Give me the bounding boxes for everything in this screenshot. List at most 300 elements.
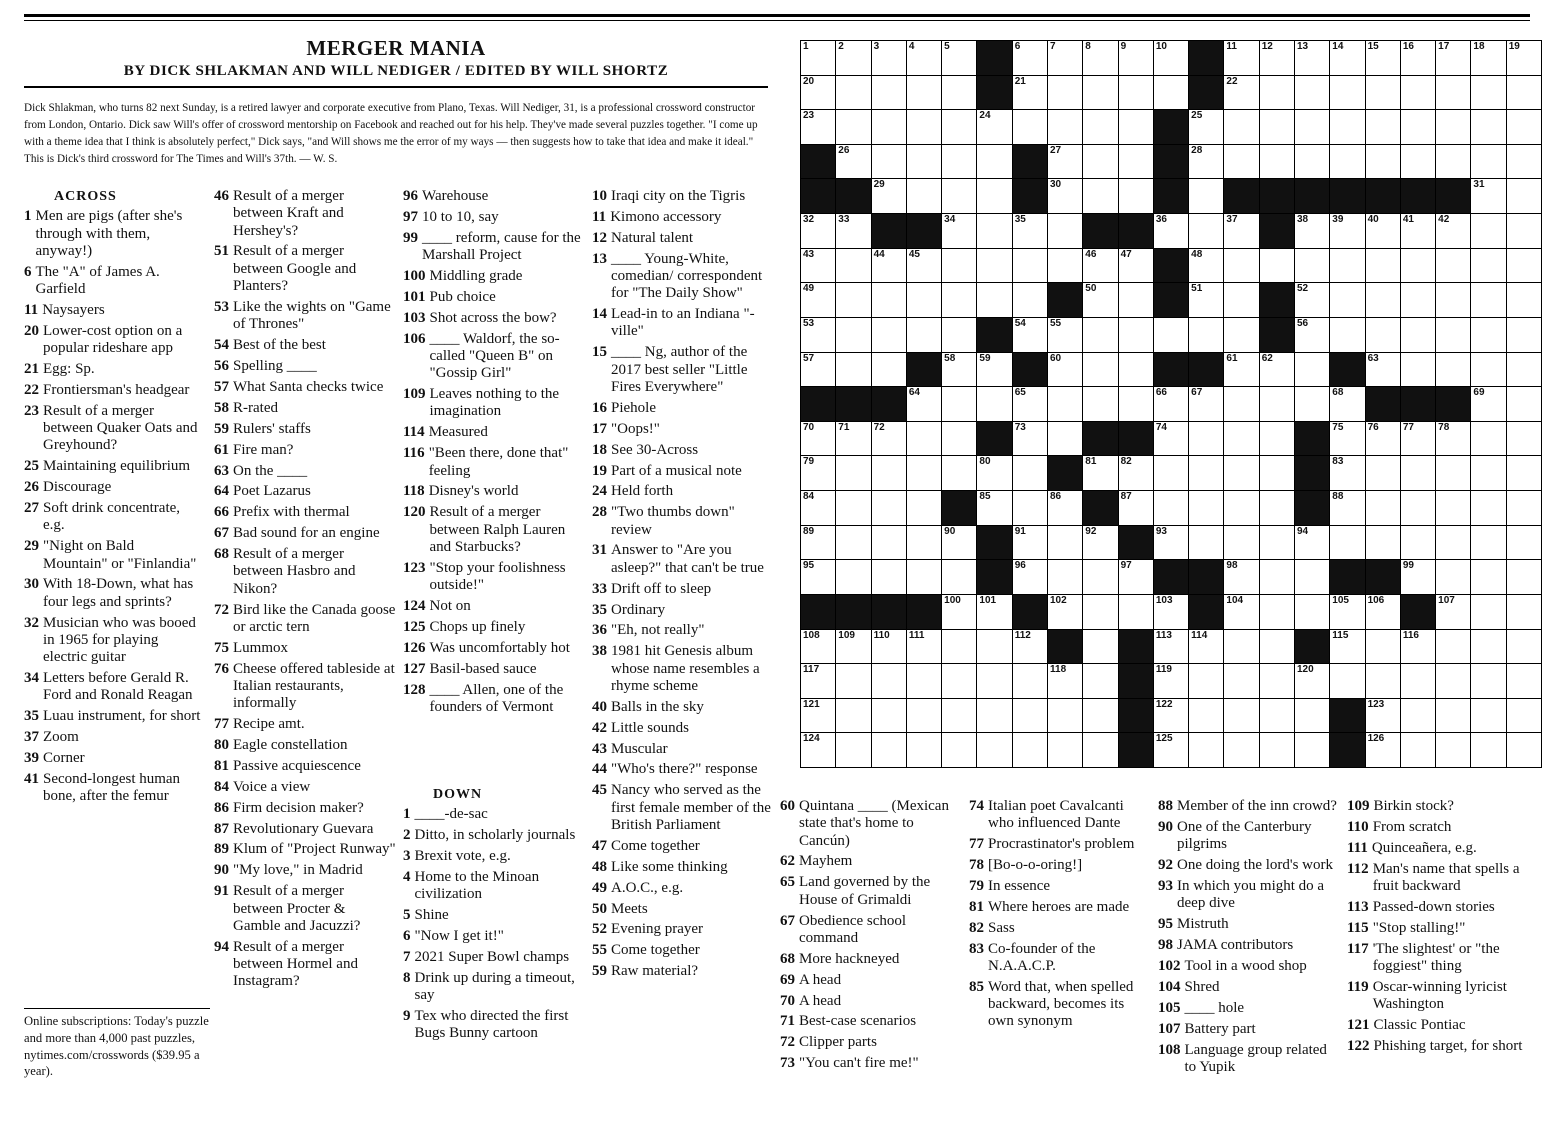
grid-cell[interactable] [1365,282,1401,318]
grid-cell[interactable] [1259,109,1295,145]
grid-cell[interactable] [800,282,836,318]
grid-cell[interactable] [871,75,907,111]
grid-cell[interactable] [1153,732,1189,768]
grid-cell[interactable] [1223,455,1259,491]
grid-cell[interactable] [871,421,907,457]
grid-cell[interactable] [1294,109,1330,145]
grid-cell[interactable] [1435,213,1471,249]
grid-cell[interactable] [1365,732,1401,768]
grid-cell[interactable] [1470,698,1506,734]
grid-cell[interactable] [800,75,836,111]
grid-cell[interactable] [1047,40,1083,76]
grid-cell[interactable] [976,698,1012,734]
grid-cell[interactable] [906,178,942,214]
grid-cell[interactable] [1188,663,1224,699]
grid-cell[interactable] [1223,629,1259,665]
grid-cell[interactable] [1223,40,1259,76]
grid-cell[interactable] [800,352,836,388]
grid-cell[interactable] [871,352,907,388]
grid-cell[interactable] [1329,248,1365,284]
grid-cell[interactable] [871,178,907,214]
grid-cell[interactable] [1118,75,1154,111]
grid-cell[interactable] [835,421,871,457]
grid-cell[interactable] [1012,282,1048,318]
grid-cell[interactable] [1259,421,1295,457]
grid-cell[interactable] [1435,109,1471,145]
grid-cell[interactable] [1470,40,1506,76]
grid-cell[interactable] [1329,282,1365,318]
grid-cell[interactable] [1294,386,1330,422]
grid-cell[interactable] [976,248,1012,284]
grid-cell[interactable] [1259,75,1295,111]
grid-cell[interactable] [976,629,1012,665]
grid-cell[interactable] [1188,629,1224,665]
grid-cell[interactable] [1047,559,1083,595]
grid-cell[interactable] [1365,594,1401,630]
grid-cell[interactable] [871,629,907,665]
grid-cell[interactable] [1400,109,1436,145]
grid-cell[interactable] [1223,386,1259,422]
grid-cell[interactable] [1365,144,1401,180]
grid-cell[interactable] [1188,317,1224,353]
grid-cell[interactable] [1400,732,1436,768]
grid-cell[interactable] [835,213,871,249]
grid-cell[interactable] [1118,178,1154,214]
grid-cell[interactable] [906,559,942,595]
grid-cell[interactable] [1470,109,1506,145]
grid-cell[interactable] [1294,40,1330,76]
grid-cell[interactable] [1506,490,1542,526]
grid-cell[interactable] [1188,421,1224,457]
grid-cell[interactable] [1047,386,1083,422]
grid-cell[interactable] [1047,525,1083,561]
grid-cell[interactable] [1188,732,1224,768]
grid-cell[interactable] [976,213,1012,249]
grid-cell[interactable] [976,386,1012,422]
grid-cell[interactable] [1259,698,1295,734]
grid-cell[interactable] [1259,525,1295,561]
grid-cell[interactable] [1470,282,1506,318]
grid-cell[interactable] [1294,525,1330,561]
grid-cell[interactable] [800,698,836,734]
grid-cell[interactable] [976,144,1012,180]
grid-cell[interactable] [1047,178,1083,214]
grid-cell[interactable] [941,75,977,111]
grid-cell[interactable] [1506,282,1542,318]
grid-cell[interactable] [1470,75,1506,111]
grid-cell[interactable] [1470,178,1506,214]
grid-cell[interactable] [941,455,977,491]
grid-cell[interactable] [800,317,836,353]
grid-cell[interactable] [941,629,977,665]
grid-cell[interactable] [1400,75,1436,111]
grid-cell[interactable] [800,732,836,768]
grid-cell[interactable] [1470,213,1506,249]
grid-cell[interactable] [1153,386,1189,422]
grid-cell[interactable] [1294,282,1330,318]
grid-cell[interactable] [1470,525,1506,561]
grid-cell[interactable] [1435,698,1471,734]
grid-cell[interactable] [1470,559,1506,595]
grid-cell[interactable] [871,663,907,699]
grid-cell[interactable] [1118,282,1154,318]
grid-cell[interactable] [1365,663,1401,699]
grid-cell[interactable] [1329,317,1365,353]
grid-cell[interactable] [1400,490,1436,526]
grid-cell[interactable] [1223,525,1259,561]
grid-cell[interactable] [1082,525,1118,561]
grid-cell[interactable] [1506,386,1542,422]
grid-cell[interactable] [1082,109,1118,145]
grid-cell[interactable] [906,421,942,457]
grid-cell[interactable] [1470,732,1506,768]
grid-cell[interactable] [1506,40,1542,76]
grid-cell[interactable] [835,732,871,768]
grid-cell[interactable] [1294,663,1330,699]
grid-cell[interactable] [1047,75,1083,111]
grid-cell[interactable] [1012,629,1048,665]
grid-cell[interactable] [1365,525,1401,561]
grid-cell[interactable] [1012,525,1048,561]
grid-cell[interactable] [1223,490,1259,526]
grid-cell[interactable] [835,525,871,561]
grid-cell[interactable] [976,178,1012,214]
grid-cell[interactable] [1223,75,1259,111]
grid-cell[interactable] [1188,386,1224,422]
grid-cell[interactable] [1012,663,1048,699]
grid-cell[interactable] [1435,490,1471,526]
grid-cell[interactable] [1470,386,1506,422]
grid-cell[interactable] [1506,352,1542,388]
grid-cell[interactable] [1012,421,1048,457]
grid-cell[interactable] [1153,75,1189,111]
grid-cell[interactable] [1223,109,1259,145]
grid-cell[interactable] [1012,213,1048,249]
grid-cell[interactable] [1506,629,1542,665]
grid-cell[interactable] [1506,248,1542,284]
grid-cell[interactable] [871,40,907,76]
grid-cell[interactable] [906,525,942,561]
grid-cell[interactable] [1435,732,1471,768]
grid-cell[interactable] [1012,386,1048,422]
grid-cell[interactable] [1329,109,1365,145]
grid-cell[interactable] [1329,629,1365,665]
grid-cell[interactable] [1506,525,1542,561]
grid-cell[interactable] [1188,282,1224,318]
grid-cell[interactable] [941,40,977,76]
grid-cell[interactable] [1153,317,1189,353]
grid-cell[interactable] [906,144,942,180]
grid-cell[interactable] [1153,594,1189,630]
grid-cell[interactable] [835,455,871,491]
grid-cell[interactable] [1259,559,1295,595]
grid-cell[interactable] [1082,559,1118,595]
grid-cell[interactable] [941,213,977,249]
grid-cell[interactable] [1012,248,1048,284]
grid-cell[interactable] [1082,663,1118,699]
grid-cell[interactable] [1118,40,1154,76]
grid-cell[interactable] [1259,455,1295,491]
grid-cell[interactable] [1470,490,1506,526]
grid-cell[interactable] [871,282,907,318]
grid-cell[interactable] [871,732,907,768]
grid-cell[interactable] [1365,248,1401,284]
grid-cell[interactable] [835,144,871,180]
grid-cell[interactable] [1012,40,1048,76]
grid-cell[interactable] [1082,144,1118,180]
grid-cell[interactable] [1153,490,1189,526]
grid-cell[interactable] [1153,40,1189,76]
grid-cell[interactable] [1118,248,1154,284]
grid-cell[interactable] [1400,282,1436,318]
grid-cell[interactable] [1188,144,1224,180]
grid-cell[interactable] [1118,490,1154,526]
grid-cell[interactable] [1435,144,1471,180]
grid-cell[interactable] [1400,352,1436,388]
grid-cell[interactable] [1047,317,1083,353]
grid-cell[interactable] [835,317,871,353]
grid-cell[interactable] [976,732,1012,768]
grid-cell[interactable] [1400,698,1436,734]
grid-cell[interactable] [1400,629,1436,665]
grid-cell[interactable] [1470,144,1506,180]
grid-cell[interactable] [1294,144,1330,180]
grid-cell[interactable] [1153,629,1189,665]
grid-cell[interactable] [1435,629,1471,665]
grid-cell[interactable] [1082,75,1118,111]
grid-cell[interactable] [835,282,871,318]
grid-cell[interactable] [1294,317,1330,353]
grid-cell[interactable] [1047,144,1083,180]
grid-cell[interactable] [1188,455,1224,491]
grid-cell[interactable] [835,352,871,388]
grid-cell[interactable] [1365,352,1401,388]
grid-cell[interactable] [835,75,871,111]
grid-cell[interactable] [1047,213,1083,249]
grid-cell[interactable] [1223,594,1259,630]
grid-cell[interactable] [1223,663,1259,699]
grid-cell[interactable] [941,663,977,699]
grid-cell[interactable] [1470,421,1506,457]
grid-cell[interactable] [871,144,907,180]
grid-cell[interactable] [835,663,871,699]
grid-cell[interactable] [1400,525,1436,561]
grid-cell[interactable] [1259,352,1295,388]
grid-cell[interactable] [906,317,942,353]
grid-cell[interactable] [906,248,942,284]
grid-cell[interactable] [800,629,836,665]
grid-cell[interactable] [1047,698,1083,734]
grid-cell[interactable] [1506,455,1542,491]
grid-cell[interactable] [1012,732,1048,768]
grid-cell[interactable] [835,248,871,284]
grid-cell[interactable] [941,386,977,422]
grid-cell[interactable] [1329,421,1365,457]
grid-cell[interactable] [1506,421,1542,457]
grid-cell[interactable] [906,698,942,734]
grid-cell[interactable] [1047,109,1083,145]
grid-cell[interactable] [871,109,907,145]
grid-cell[interactable] [1329,386,1365,422]
grid-cell[interactable] [976,352,1012,388]
grid-cell[interactable] [1329,663,1365,699]
grid-cell[interactable] [1012,698,1048,734]
grid-cell[interactable] [1435,594,1471,630]
grid-cell[interactable] [1365,490,1401,526]
grid-cell[interactable] [1118,144,1154,180]
grid-cell[interactable] [800,213,836,249]
grid-cell[interactable] [835,629,871,665]
grid-cell[interactable] [1259,248,1295,284]
grid-cell[interactable] [1188,248,1224,284]
grid-cell[interactable] [871,525,907,561]
grid-cell[interactable] [871,317,907,353]
grid-cell[interactable] [1188,490,1224,526]
grid-cell[interactable] [1400,455,1436,491]
grid-cell[interactable] [1400,559,1436,595]
grid-cell[interactable] [1329,525,1365,561]
grid-cell[interactable] [1259,490,1295,526]
grid-cell[interactable] [1294,698,1330,734]
grid-cell[interactable] [1365,698,1401,734]
grid-cell[interactable] [941,282,977,318]
grid-cell[interactable] [1223,421,1259,457]
grid-cell[interactable] [906,282,942,318]
grid-cell[interactable] [1400,213,1436,249]
grid-cell[interactable] [1223,559,1259,595]
grid-cell[interactable] [1082,40,1118,76]
grid-cell[interactable] [1365,317,1401,353]
grid-cell[interactable] [1329,455,1365,491]
grid-cell[interactable] [1047,732,1083,768]
grid-cell[interactable] [1506,317,1542,353]
grid-cell[interactable] [1082,732,1118,768]
grid-cell[interactable] [906,386,942,422]
grid-cell[interactable] [941,352,977,388]
grid-cell[interactable] [1294,352,1330,388]
grid-cell[interactable] [800,455,836,491]
grid-cell[interactable] [1118,109,1154,145]
grid-cell[interactable] [906,732,942,768]
grid-cell[interactable] [1506,144,1542,180]
grid-cell[interactable] [1082,386,1118,422]
grid-cell[interactable] [941,594,977,630]
grid-cell[interactable] [1082,455,1118,491]
grid-cell[interactable] [1153,455,1189,491]
grid-cell[interactable] [1047,594,1083,630]
grid-cell[interactable] [1259,144,1295,180]
grid-cell[interactable] [1082,282,1118,318]
grid-cell[interactable] [871,698,907,734]
grid-cell[interactable] [1082,629,1118,665]
grid-cell[interactable] [941,178,977,214]
grid-cell[interactable] [800,490,836,526]
grid-cell[interactable] [1400,317,1436,353]
grid-cell[interactable] [1223,213,1259,249]
grid-cell[interactable] [1400,40,1436,76]
grid-cell[interactable] [1047,490,1083,526]
grid-cell[interactable] [1223,248,1259,284]
grid-cell[interactable] [1470,317,1506,353]
grid-cell[interactable] [1365,109,1401,145]
grid-cell[interactable] [1435,248,1471,284]
grid-cell[interactable] [1506,75,1542,111]
grid-cell[interactable] [1259,732,1295,768]
grid-cell[interactable] [1506,559,1542,595]
grid-cell[interactable] [976,663,1012,699]
grid-cell[interactable] [1435,525,1471,561]
grid-cell[interactable] [1118,317,1154,353]
grid-cell[interactable] [1506,663,1542,699]
grid-cell[interactable] [1188,525,1224,561]
grid-cell[interactable] [1082,178,1118,214]
grid-cell[interactable] [976,490,1012,526]
grid-cell[interactable] [1329,40,1365,76]
grid-cell[interactable] [800,248,836,284]
grid-cell[interactable] [1470,594,1506,630]
grid-cell[interactable] [1153,421,1189,457]
grid-cell[interactable] [1082,317,1118,353]
grid-cell[interactable] [800,40,836,76]
grid-cell[interactable] [1223,144,1259,180]
grid-cell[interactable] [941,421,977,457]
grid-cell[interactable] [1223,352,1259,388]
grid-cell[interactable] [1435,75,1471,111]
grid-cell[interactable] [1365,75,1401,111]
grid-cell[interactable] [1188,213,1224,249]
grid-cell[interactable] [906,629,942,665]
grid-cell[interactable] [835,109,871,145]
grid-cell[interactable] [941,525,977,561]
grid-cell[interactable] [1294,594,1330,630]
grid-cell[interactable] [1118,559,1154,595]
grid-cell[interactable] [1153,698,1189,734]
grid-cell[interactable] [1012,490,1048,526]
grid-cell[interactable] [1118,594,1154,630]
grid-cell[interactable] [835,490,871,526]
grid-cell[interactable] [1435,352,1471,388]
grid-cell[interactable] [906,490,942,526]
grid-cell[interactable] [906,663,942,699]
grid-cell[interactable] [1435,559,1471,595]
grid-cell[interactable] [941,732,977,768]
grid-cell[interactable] [871,248,907,284]
grid-cell[interactable] [1223,698,1259,734]
grid-cell[interactable] [1153,663,1189,699]
grid-cell[interactable] [1188,109,1224,145]
grid-cell[interactable] [1118,352,1154,388]
grid-cell[interactable] [941,698,977,734]
grid-cell[interactable] [1259,663,1295,699]
grid-cell[interactable] [1470,629,1506,665]
grid-cell[interactable] [1506,698,1542,734]
grid-cell[interactable] [1012,75,1048,111]
grid-cell[interactable] [1435,421,1471,457]
grid-cell[interactable] [1506,594,1542,630]
grid-cell[interactable] [1329,144,1365,180]
grid-cell[interactable] [1294,75,1330,111]
grid-cell[interactable] [1329,490,1365,526]
grid-cell[interactable] [1329,213,1365,249]
grid-cell[interactable] [1470,455,1506,491]
grid-cell[interactable] [1435,282,1471,318]
grid-cell[interactable] [1012,455,1048,491]
grid-cell[interactable] [1470,352,1506,388]
grid-cell[interactable] [906,75,942,111]
grid-cell[interactable] [1047,248,1083,284]
grid-cell[interactable] [1435,663,1471,699]
grid-cell[interactable] [1400,663,1436,699]
